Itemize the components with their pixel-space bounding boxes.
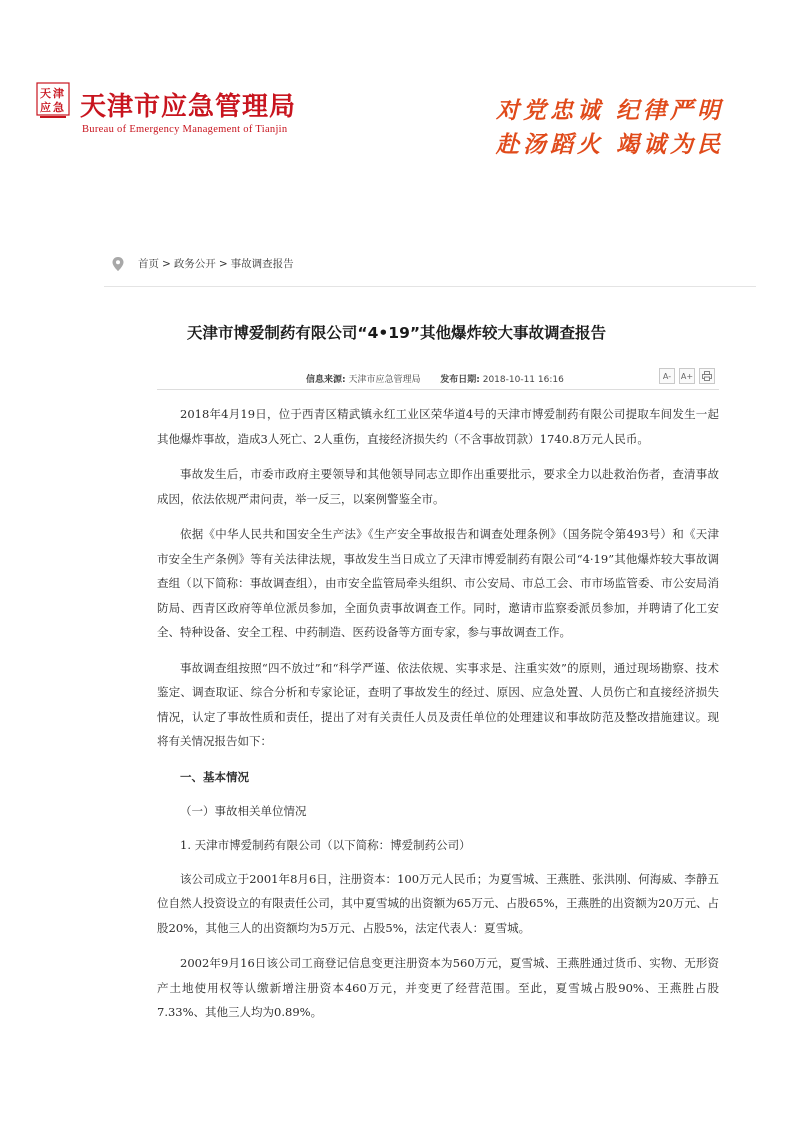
article-tools — [659, 368, 715, 384]
breadcrumb-home[interactable]: 首页 — [138, 258, 159, 270]
breadcrumb-divider — [104, 286, 756, 287]
breadcrumb-accident-reports[interactable]: 事故调查报告 — [230, 258, 294, 270]
slogan-line-1: 对党忠诚 纪律严明 — [496, 97, 725, 124]
svg-text:急: 急 — [53, 101, 64, 114]
publish-date: 2018-10-11 16:16 — [482, 375, 564, 385]
article-paragraph: 2002年9月16日该公司工商登记信息变更注册资本为560万元，夏雪城、王燕胜通过货币、实物、无形资产土地使用权等认缴新增注册资本460万元，并变更了经营范围。至此，夏雪城占股90%、王燕胜占股7.33%、其他三人均为0.89%。 — [157, 956, 719, 1019]
font-decrease-button[interactable]: A- — [659, 368, 675, 384]
meta-divider — [157, 389, 719, 390]
source-value: 天津市应急管理局 — [348, 375, 421, 385]
item-heading: 1. 天津市博爱制药有限公司（以下简称：博爱制药公司） — [180, 837, 471, 852]
site-header — [0, 0, 793, 200]
svg-text:应: 应 — [40, 101, 51, 114]
article-paragraph: 事故发生后，市委市政府主要领导和其他领导同志立即作出重要批示，要求全力以赴救治伤者，查清事故成因，依法依规严肃问责，举一反三，以案例警鉴全市。 — [157, 467, 719, 506]
font-increase-button[interactable]: A+ — [679, 368, 695, 384]
breadcrumb-gov-affairs[interactable]: 政务公开 — [173, 258, 216, 270]
source-label: 信息来源: — [306, 375, 346, 385]
svg-text:津: 津 — [53, 87, 64, 100]
slogan-line-2: 赴汤蹈火 竭诚为民 — [496, 131, 725, 158]
article-title: 天津市博爱制药有限公司“4•19”其他爆炸较大事故调查报告 — [186, 324, 607, 342]
article-body — [157, 402, 719, 1036]
breadcrumb-separator: > — [218, 257, 228, 270]
location-pin-icon — [112, 257, 124, 271]
print-button[interactable] — [699, 368, 715, 384]
article-paragraph: 2018年4月19日，位于西青区精武镇永红工业区荣华道4号的天津市博爱制药有限公司提取车间发生一起其他爆炸事故，造成3人死亡、2人重伤，直接经济损失约（不含事故罚款）1740.8万元人民币。 — [157, 407, 719, 446]
subsection-heading: （一）事故相关单位情况 — [180, 803, 307, 818]
printer-icon — [702, 371, 712, 381]
breadcrumb — [112, 256, 294, 271]
article-meta — [306, 372, 564, 385]
site-subtitle: Bureau of Emergency Management of Tianjin — [82, 124, 288, 135]
bureau-emblem-icon[interactable] — [36, 82, 70, 120]
section-heading: 一、基本情况 — [180, 769, 249, 784]
article-paragraph: 依据《中华人民共和国安全生产法》《生产安全事故报告和调查处理条例》（国务院令第493号）和《天津市安全生产条例》等有关法律法规，事故发生当日成立了天津市博爱制药有限公司“4·19”其他爆炸较大事故调查组（以下简称：事故调查组），由市安全监管局牵头组织、市公安局、市总工会、市市场监管委、市公安局消防局、西青区政府等单位派员参加，全面负责事故调查工作。同时，邀请市监察委派员参加，并聘请了化工安全、特种设备、安全工程、中药制造、医药设备等方面专家，参与事故调查工作。 — [157, 527, 719, 639]
breadcrumb-separator: > — [162, 257, 171, 270]
article-paragraph: 该公司成立于2001年8月6日，注册资本：100万元人民币；为夏雪城、王燕胜、张洪刚、何海威、李静五位自然人投资设立的有限责任公司，其中夏雪城的出资额为65万元、占股65%，王燕胜的出资额为20万元、占股20%，其他三人的出资额均为5万元、占股5%，法定代表人：夏雪城。 — [157, 871, 719, 935]
date-label: 发布日期: — [440, 375, 480, 385]
svg-text:天: 天 — [40, 87, 51, 100]
site-title[interactable]: 天津市应急管理局 — [80, 92, 297, 122]
article-paragraph: 事故调查组按照“四不放过”和“科学严谨、依法依规、实事求是、注重实效”的原则，通过现场勘察、技术鉴定、调查取证、综合分析和专家论证，查明了事故发生的经过、原因、应急处置、人员伤亡和直接经济损失情况，认定了事故性质和责任，提出了对有关责任人员及责任单位的处理建议和事故防范及整改措施建议。现将有关情况报告如下： — [157, 660, 719, 748]
